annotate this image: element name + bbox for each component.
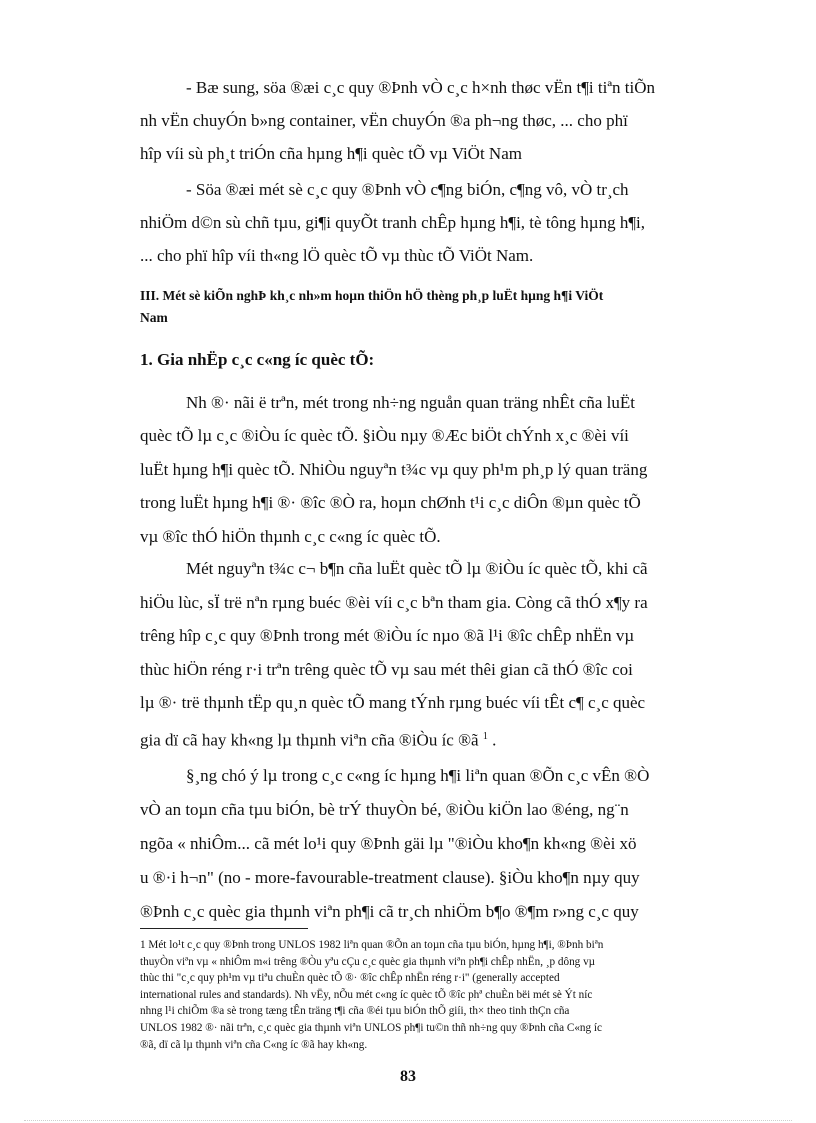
footnote-line: international rules and standards). Nh vËy, nÕu mét c«ng íc quèc tÕ ®îc phª chuÈn bëi mét sè Ýt níc <box>140 988 593 1001</box>
paragraph-amendments-transport <box>140 71 718 170</box>
text-line: luËt hµng h¶i quèc tÕ. NhiÒu nguyªn t¾c vµ quy ph¹m ph¸p lý quan träng <box>140 459 648 479</box>
text-line: §¸ng chó ý lµ trong c¸c c«ng íc hµng h¶i liªn quan ®Õn c¸c vÊn ®Ò <box>186 766 650 785</box>
paragraph-international-treaties <box>140 386 718 553</box>
text-line: quèc tÕ lµ c¸c ®iÒu íc quèc tÕ. §iÒu nµy ®Æc biÖt chÝnh x¸c ®èi víi <box>140 426 629 446</box>
text-line-content: gia dï cã hay kh«ng lµ thµnh viªn cña ®iÒu íc ®ã <box>140 730 483 750</box>
section-heading <box>140 285 718 329</box>
heading-line: III. Mét sè kiÕn nghÞ kh¸c nh»m hoµn thiÖn hÖ thèng ph¸p luËt hµng h¶i ViÖt <box>140 288 604 303</box>
paragraph-amendments-ports <box>140 173 718 272</box>
text-line: trong luËt hµng h¶i ®· ®îc ®Ò ra, hoµn chØnh t¹i c¸c diÔn ®µn quèc tÕ <box>140 493 641 513</box>
text-line: nhiÖm d©n sù chñ tµu, gi¶i quyÕt tranh chÊp hµng h¶i, tè tông hµng h¶i, <box>140 213 646 232</box>
footnote-line: 1 Mét lo¹t c¸c quy ®Þnh trong UNLOS 1982 liªn quan ®Õn an toµn cña tµu biÓn, hµng h¶i, ®Þnh biªn <box>140 939 604 951</box>
footnote-divider <box>140 928 308 929</box>
text-line: thùc hiÖn réng r·i trªn trêng quèc tÕ vµ sau mét thêi gian cã thÓ ®îc coi <box>140 659 633 679</box>
text-line: ngõa « nhiÔm... cã mét lo¹i quy ®Þnh gäi lµ "®iÒu kho¶n kh«ng ®èi xö <box>140 834 637 853</box>
text-line: Mét nguyªn t¾c c¬ b¶n cña luËt quèc tÕ lµ ®iÒu íc quèc tÕ, khi cã <box>186 559 648 578</box>
text-line: nh vËn chuyÓn b»ng container, vËn chuyÓn ®a ph¬ng thøc, ... cho phï <box>140 111 628 130</box>
text-line: hiÖu lùc, sÏ trë nªn rµng buéc ®èi víi c¸c bªn tham gia. Còng cã thÓ x¶y ra <box>140 592 648 612</box>
footnote-line: ®ã, dï cã lµ thµnh viªn cña C«ng íc ®ã hay kh«ng. <box>140 1038 368 1051</box>
text-line: lµ ®· trë thµnh tËp qu¸n quèc tÕ mang tÝnh rµng buéc víi tÊt c¶ c¸c quèc <box>140 693 646 713</box>
text-line: trêng hîp c¸c quy ®Þnh trong mét ®iÒu íc nµo ®ã l¹i ®îc chÊp nhËn vµ <box>140 626 635 646</box>
footnote-line: thùc thi "c¸c quy ph¹m vµ tiªu chuÈn quèc tÕ ®· ®îc chÊp nhËn réng r·i" (generally accepted <box>140 972 560 985</box>
text-line: vµ ®îc thÓ hiÖn thµnh c¸c c«ng íc quèc tÕ. <box>140 526 441 546</box>
paragraph-treaty-principle <box>140 552 718 757</box>
text-line: hîp víi sù ph¸t triÓn cña hµng h¶i quèc tÕ vµ ViÖt Nam <box>140 144 522 163</box>
page-number: 83 <box>400 1068 416 1085</box>
footnote-line: nhng l¹i chiÕm ®a sè trong tæng tÊn träng t¶i cña ®éi tµu biÓn thÕ giíi, th× theo tinh thÇn cña <box>140 1005 570 1018</box>
footnote-line: thuyÒn viªn vµ « nhiÔm m«i trêng ®Òu yªu cÇu c¸c quèc gia thµnh viªn ph¶i chÊp nhËn, ¸p dông vµ <box>140 955 596 968</box>
text-line: gia dï cã hay kh«ng lµ thµnh viªn cña ®iÒu íc ®ã $^1$ . <box>140 730 497 750</box>
page-bottom-border <box>24 1120 792 1121</box>
text-line: - Bæ sung, söa ®æi c¸c quy ®Þnh vÒ c¸c h×nh thøc vËn t¶i tiªn tiÕn <box>186 78 655 97</box>
footnote-reference: 1 <box>482 730 488 742</box>
text-line: - Söa ®æi mét sè c¸c quy ®Þnh vÒ c¶ng biÓn, c¶ng vô, vÒ tr¸ch <box>186 180 629 199</box>
paragraph-no-more-favourable <box>140 759 718 929</box>
text-line: ®Þnh c¸c quèc gia thµnh viªn ph¶i cã tr¸ch nhiÖm b¶o ®¶m r»ng c¸c quy <box>140 902 639 921</box>
heading-line: Nam <box>140 310 168 325</box>
text-line: Nh ®· nãi ë trªn, mét trong nh÷ng nguån quan träng nhÊt cña luËt <box>186 393 635 412</box>
text-line: ... cho phï hîp víi th«ng lÖ quèc tÕ vµ thùc tÕ ViÖt Nam. <box>140 246 534 265</box>
subheading: 1. Gia nhËp c¸c c«ng íc quèc tÕ: <box>140 350 375 369</box>
text-line: vÒ an toµn cña tµu biÓn, bè trÝ thuyÒn bé, ®iÒu kiÖn lao ®éng, ng¨n <box>140 800 629 819</box>
footnote-line: UNLOS 1982 ®· nãi trªn, c¸c quèc gia thµnh viªn UNLOS ph¶i tu©n thñ nh÷ng quy ®Þnh cña C«ng íc <box>140 1021 602 1034</box>
footnote <box>140 937 720 1053</box>
text-line: u ®·i h¬n" (no - more-favourable-treatment clause). §iÒu kho¶n nµy quy <box>140 868 640 887</box>
